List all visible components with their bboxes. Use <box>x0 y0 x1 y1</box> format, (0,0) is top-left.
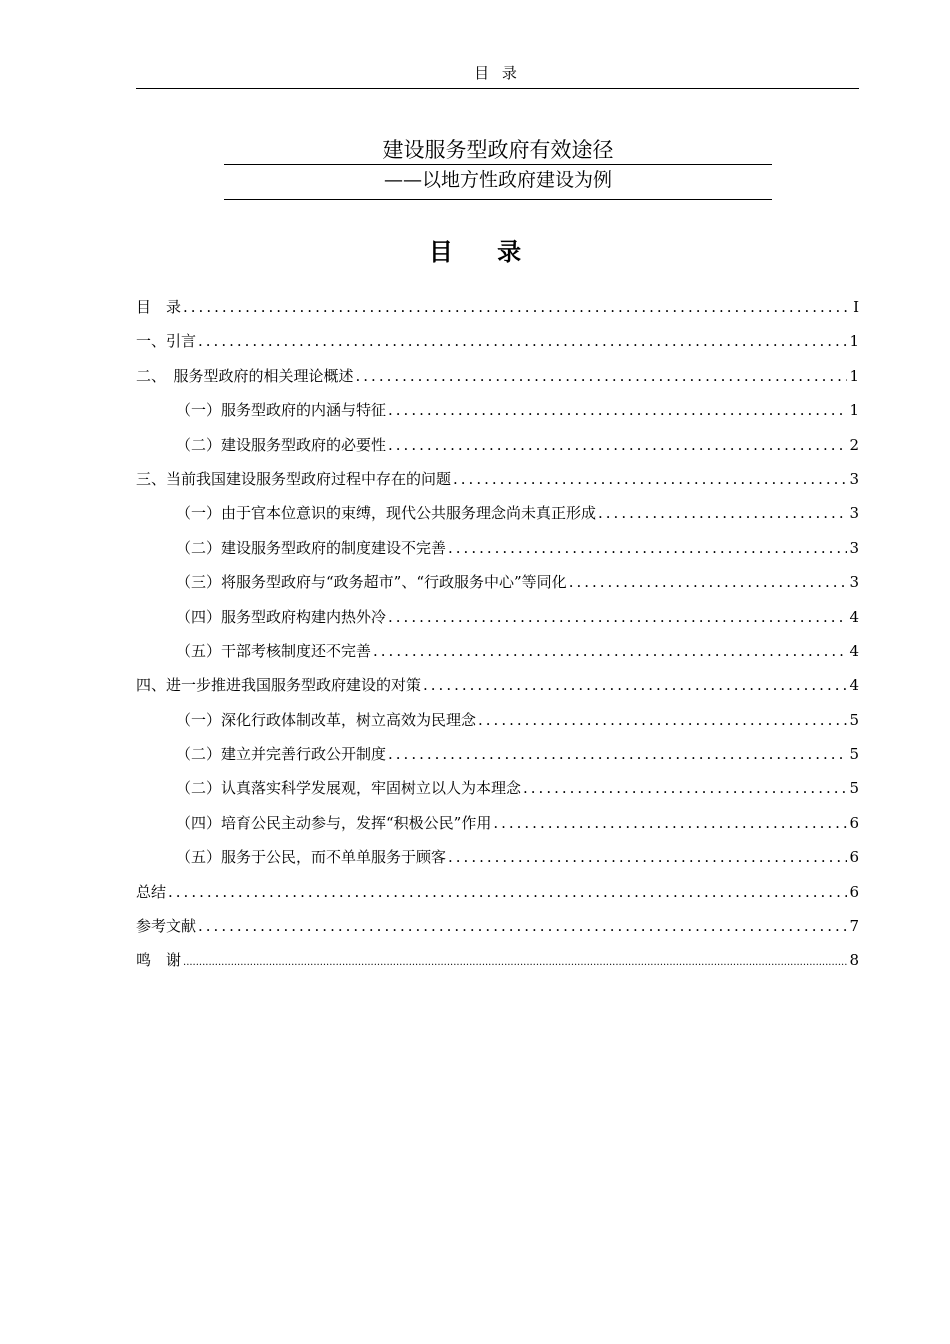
table-of-contents <box>136 296 859 984</box>
toc-dot-leader <box>183 957 847 968</box>
toc-entry[interactable] <box>136 674 859 708</box>
toc-heading: 目 录 <box>428 238 540 266</box>
toc-entry-label: 参考文献 <box>136 917 197 936</box>
toc-entry-label: （五）干部考核制度还不完善 <box>176 641 372 660</box>
toc-entry-page: 8 <box>849 951 859 970</box>
toc-entry[interactable] <box>136 468 859 502</box>
toc-entry-page: 2 <box>849 435 859 454</box>
toc-entry-page: 3 <box>849 538 859 557</box>
title-block <box>224 136 772 200</box>
toc-entry-label: 鸣 谢 <box>136 951 182 970</box>
toc-dot-leader <box>183 298 847 316</box>
toc-entry-page: 3 <box>849 573 859 592</box>
toc-entry-label: 一、引言 <box>136 332 197 351</box>
toc-entry-label: （五）服务于公民，而不单单服务于顾客 <box>176 848 447 867</box>
toc-entry-page: 6 <box>849 882 859 901</box>
toc-dot-leader <box>598 504 847 522</box>
toc-dot-leader <box>198 917 847 935</box>
toc-entry[interactable] <box>136 296 859 330</box>
toc-entry[interactable] <box>136 571 859 605</box>
toc-dot-leader <box>493 814 847 832</box>
toc-entry-page: 6 <box>849 813 859 832</box>
toc-entry-label: 目 录 <box>136 298 182 316</box>
toc-dot-leader <box>478 711 847 729</box>
toc-entry[interactable] <box>136 434 859 468</box>
toc-dot-leader <box>388 436 847 454</box>
toc-dot-leader <box>523 779 847 797</box>
toc-entry-page: 4 <box>849 641 859 660</box>
toc-entry-label: （四）培育公民主动参与，发挥“积极公民”作用 <box>176 813 492 832</box>
document-title: 建设服务型政府有效途径 <box>224 136 772 165</box>
toc-dot-leader <box>448 539 847 557</box>
running-header: 目 录 <box>136 62 859 89</box>
toc-entry[interactable] <box>136 812 859 846</box>
toc-entry[interactable] <box>136 606 859 640</box>
toc-entry-label: （一）由于官本位意识的束缚，现代公共服务理念尚未真正形成 <box>176 504 597 523</box>
toc-dot-leader <box>388 608 847 626</box>
toc-entry[interactable] <box>136 399 859 433</box>
toc-entry-label: （三）将服务型政府与“政务超市”、“行政服务中心”等同化 <box>176 573 567 592</box>
toc-entry-page: 4 <box>849 676 859 695</box>
toc-entry-page: 5 <box>849 745 859 764</box>
toc-entry-label: （一）深化行政体制改革，树立高效为民理念 <box>176 710 477 729</box>
toc-entry-page: 1 <box>849 332 859 351</box>
toc-dot-leader <box>356 367 847 385</box>
toc-entry[interactable] <box>136 640 859 674</box>
toc-entry-label: （二）建设服务型政府的必要性 <box>176 435 387 454</box>
toc-entry[interactable] <box>136 743 859 777</box>
toc-entry-label: （二）建立并完善行政公开制度 <box>176 745 387 764</box>
toc-entry-page: 1 <box>849 401 859 420</box>
toc-dot-leader <box>423 676 847 694</box>
toc-dot-leader <box>168 883 847 901</box>
toc-entry-label: 二、 服务型政府的相关理论概述 <box>136 366 354 385</box>
toc-entry[interactable] <box>136 330 859 364</box>
toc-entry-page: 3 <box>849 469 859 488</box>
toc-entry-page: 1 <box>849 366 859 385</box>
toc-entry[interactable] <box>136 846 859 880</box>
toc-dot-leader <box>453 470 847 488</box>
toc-entry-page: 3 <box>849 504 859 523</box>
toc-entry-page: 6 <box>849 848 859 867</box>
toc-entry[interactable] <box>136 915 859 949</box>
toc-entry-label: （一）服务型政府的内涵与特征 <box>176 401 387 420</box>
toc-dot-leader <box>569 573 847 591</box>
toc-entry-label: （二）建设服务型政府的制度建设不完善 <box>176 538 447 557</box>
toc-entry-page: 5 <box>849 710 859 729</box>
toc-entry-label: 总结 <box>136 882 167 901</box>
toc-entry-page: I <box>853 298 859 316</box>
toc-entry-label: （二）认真落实科学发展观，牢固树立以人为本理念 <box>176 779 522 798</box>
toc-entry[interactable] <box>136 502 859 536</box>
toc-entry-label: 三、当前我国建设服务型政府过程中存在的问题 <box>136 469 452 488</box>
toc-entry[interactable] <box>136 537 859 571</box>
toc-dot-leader <box>448 848 847 866</box>
toc-dot-leader <box>373 642 847 660</box>
toc-entry-page: 5 <box>849 779 859 798</box>
toc-entry-page: 4 <box>849 607 859 626</box>
toc-dot-leader <box>388 401 847 419</box>
document-subtitle: ——以地方性政府建设为例 <box>224 165 772 200</box>
toc-entry[interactable] <box>136 777 859 811</box>
toc-dot-leader <box>198 332 847 350</box>
toc-entry-label: 四、进一步推进我国服务型政府建设的对策 <box>136 676 422 695</box>
toc-entry-page: 7 <box>849 917 859 936</box>
toc-entry[interactable] <box>136 709 859 743</box>
toc-dot-leader <box>388 745 847 763</box>
toc-entry[interactable] <box>136 949 859 983</box>
toc-entry[interactable] <box>136 881 859 915</box>
toc-entry-label: （四）服务型政府构建内热外冷 <box>176 607 387 626</box>
toc-entry[interactable] <box>136 365 859 399</box>
